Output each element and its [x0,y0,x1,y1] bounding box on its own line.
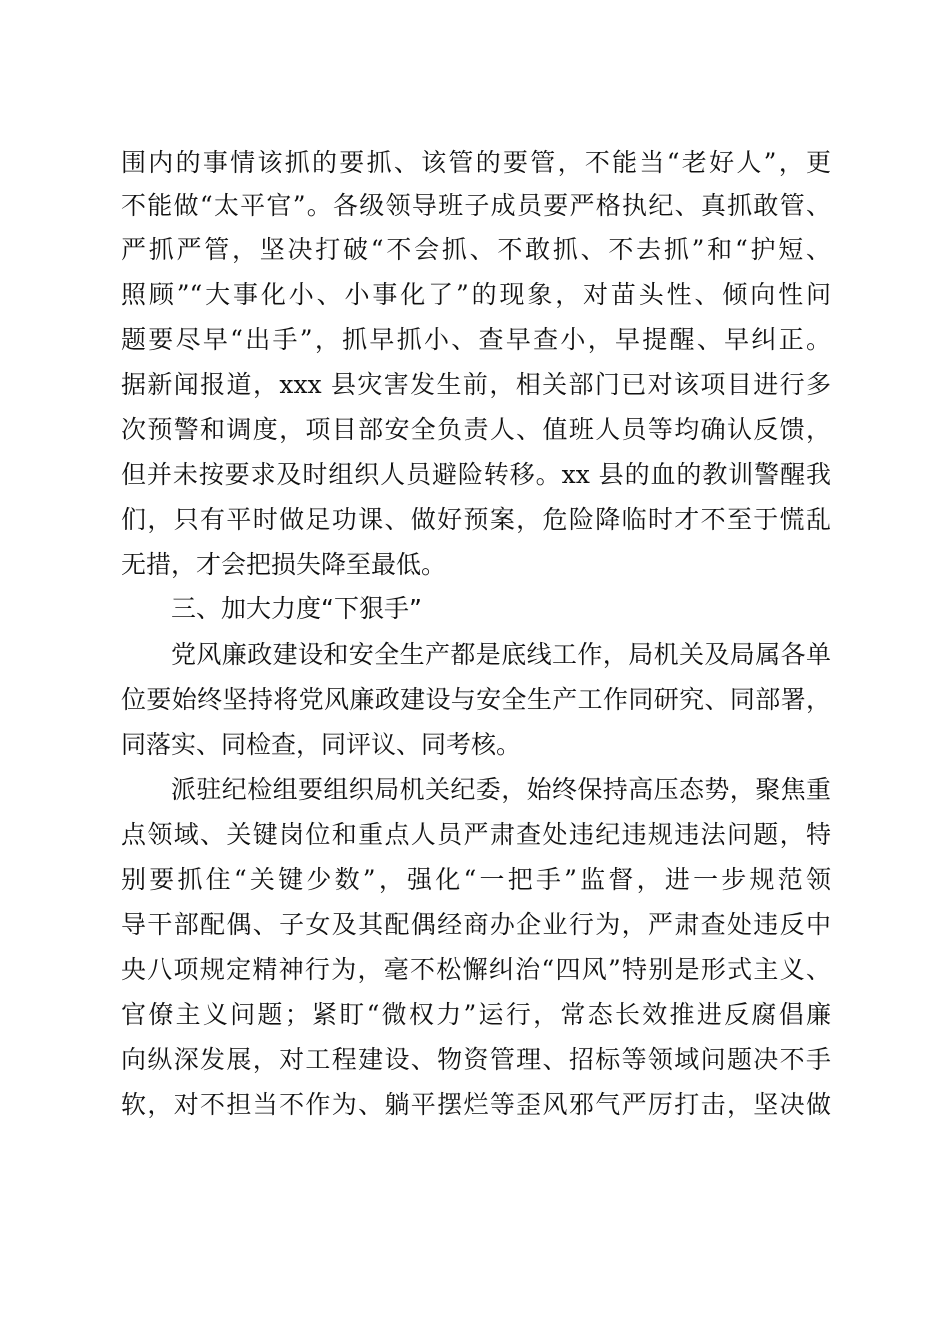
text-line: 官僚主义问题；紧盯“微权力”运行，常态长效推进反腐倡廉 [121,1000,831,1029]
text-line: 点领域、关键岗位和重点人员严肃查处违纪违规违法问题，特 [121,820,831,849]
text-line: 据新闻报道，xxx 县灾害发生前，相关部门已对该项目进行多 [121,370,831,399]
text-line: 不能做“太平官”。各级领导班子成员要严格执纪、真抓敢管、 [121,191,831,220]
text-line: 软，对不担当不作为、躺平摆烂等歪风邪气严厉打击，坚决做 [121,1090,831,1119]
text-line: 导干部配偶、子女及其配偶经商办企业行为，严肃查处违反中 [121,910,831,939]
text-line: 照顾”“大事化小、小事化了”的现象，对苗头性、倾向性问 [121,280,831,309]
text-line: 向纵深发展，对工程建设、物资管理、招标等领域问题决不手 [121,1045,831,1074]
text-line: 别要抓住“关键少数”，强化“一把手”监督，进一步规范领 [121,865,831,894]
text-line: 但并未按要求及时组织人员避险转移。xx 县的血的教训警醒我 [121,460,831,489]
text-line: 围内的事情该抓的要抓、该管的要管，不能当“老好人”，更 [121,148,831,177]
text-line: 央八项规定精神行为，毫不松懈纠治“四风”特别是形式主义、 [121,955,831,984]
text-line: 无措，才会把损失降至最低。 [121,550,447,579]
section-heading: 三、加大力度“下狠手” [171,594,422,623]
text-line: 派驻纪检组要组织局机关纪委，始终保持高压态势，聚焦重 [171,775,831,804]
text-line: 同落实、同检查，同评议、同考核。 [121,730,522,759]
text-line: 次预警和调度，项目部安全负责人、值班人员等均确认反馈， [121,415,831,444]
text-line: 位要始终坚持将党风廉政建设与安全生产工作同研究、同部署， [121,685,831,714]
text-line: 党风廉政建设和安全生产都是底线工作，局机关及局属各单 [171,640,831,669]
text-line: 们，只有平时做足功课、做好预案，危险降临时才不至于慌乱 [121,505,831,534]
text-line: 题要尽早“出手”，抓早抓小、查早查小，早提醒、早纠正。 [121,325,831,354]
text-line: 严抓严管，坚决打破“不会抓、不敢抓、不去抓”和“护短、 [121,235,831,264]
